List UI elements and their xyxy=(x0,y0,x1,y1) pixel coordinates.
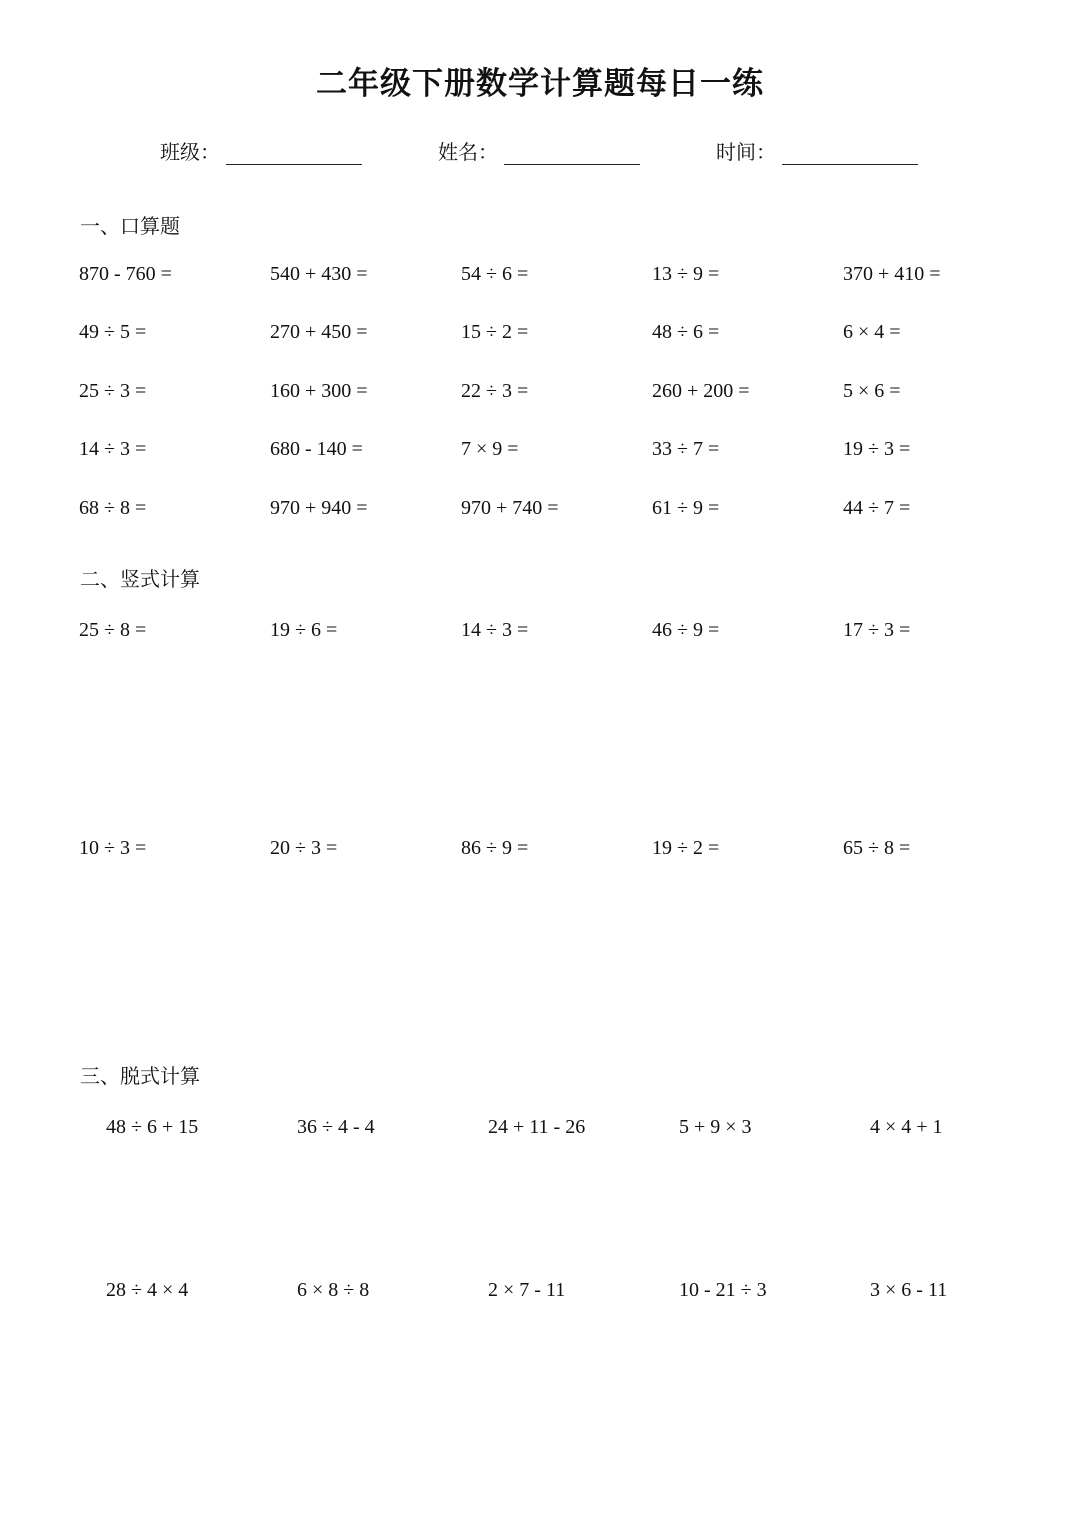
stepwise-section-problem: 6 × 8 ÷ 8 xyxy=(297,1279,370,1301)
oral-section-problem: 970 + 740 = xyxy=(461,497,559,519)
time-blank-line[interactable] xyxy=(782,164,918,165)
vertical-section-problem: 86 ÷ 9 = xyxy=(461,837,529,859)
oral-section-problem: 25 ÷ 3 = xyxy=(79,380,147,402)
stepwise-section-problem: 36 ÷ 4 - 4 xyxy=(297,1116,375,1138)
oral-section-problem: 49 ÷ 5 = xyxy=(79,321,147,343)
oral-section-problem: 48 ÷ 6 = xyxy=(652,321,720,343)
oral-section-problem: 370 + 410 = xyxy=(843,263,941,285)
oral-section-problem: 680 - 140 = xyxy=(270,438,363,460)
oral-section-problem: 68 ÷ 8 = xyxy=(79,497,147,519)
name-blank-line[interactable] xyxy=(504,164,640,165)
oral-section-problem: 7 × 9 = xyxy=(461,438,519,460)
oral-section-problem: 19 ÷ 3 = xyxy=(843,438,911,460)
oral-section-problem: 61 ÷ 9 = xyxy=(652,497,720,519)
oral-section-title: 一、口算题 xyxy=(80,214,180,238)
stepwise-section-problem: 2 × 7 - 11 xyxy=(488,1279,566,1301)
time-label: 时间： xyxy=(716,140,776,164)
stepwise-section-title: 三、脱式计算 xyxy=(80,1064,200,1088)
oral-section-problem: 6 × 4 = xyxy=(843,321,901,343)
stepwise-section-problem: 3 × 6 - 11 xyxy=(870,1279,948,1301)
oral-section-problem: 270 + 450 = xyxy=(270,321,368,343)
vertical-section-problem: 25 ÷ 8 = xyxy=(79,619,147,641)
vertical-section-problem: 19 ÷ 6 = xyxy=(270,619,338,641)
name-field xyxy=(438,134,643,168)
name-label: 姓名： xyxy=(438,140,498,164)
class-blank-line[interactable] xyxy=(226,164,362,165)
vertical-section-problem: 17 ÷ 3 = xyxy=(843,619,911,641)
vertical-section-problem: 65 ÷ 8 = xyxy=(843,837,911,859)
stepwise-section-problem: 5 + 9 × 3 xyxy=(679,1116,752,1138)
oral-section-problem: 13 ÷ 9 = xyxy=(652,263,720,285)
oral-section-problem: 15 ÷ 2 = xyxy=(461,321,529,343)
oral-section-problem: 540 + 430 = xyxy=(270,263,368,285)
vertical-section-problem: 14 ÷ 3 = xyxy=(461,619,529,641)
stepwise-section-problem: 4 × 4 + 1 xyxy=(870,1116,943,1138)
oral-section-problem: 54 ÷ 6 = xyxy=(461,263,529,285)
vertical-section-problem: 46 ÷ 9 = xyxy=(652,619,720,641)
class-label: 班级： xyxy=(160,140,220,164)
class-field xyxy=(160,134,365,168)
oral-section-problem: 22 ÷ 3 = xyxy=(461,380,529,402)
oral-section-problem: 870 - 760 = xyxy=(79,263,172,285)
stepwise-section-problem: 28 ÷ 4 × 4 xyxy=(106,1279,189,1301)
vertical-section-problem: 20 ÷ 3 = xyxy=(270,837,338,859)
stepwise-section-problem: 10 - 21 ÷ 3 xyxy=(679,1279,767,1301)
vertical-section-problem: 19 ÷ 2 = xyxy=(652,837,720,859)
time-field xyxy=(716,134,921,168)
page-title: 二年级下册数学计算题每日一练 xyxy=(316,66,764,102)
oral-section-problem: 5 × 6 = xyxy=(843,380,901,402)
oral-section-problem: 160 + 300 = xyxy=(270,380,368,402)
vertical-section-title: 二、竖式计算 xyxy=(80,567,200,591)
stepwise-section-problem: 24 + 11 - 26 xyxy=(488,1116,586,1138)
oral-section-problem: 44 ÷ 7 = xyxy=(843,497,911,519)
stepwise-section-problem: 48 ÷ 6 + 15 xyxy=(106,1116,199,1138)
oral-section-problem: 14 ÷ 3 = xyxy=(79,438,147,460)
oral-section-problem: 260 + 200 = xyxy=(652,380,750,402)
oral-section-problem: 970 + 940 = xyxy=(270,497,368,519)
oral-section-problem: 33 ÷ 7 = xyxy=(652,438,720,460)
vertical-section-problem: 10 ÷ 3 = xyxy=(79,837,147,859)
